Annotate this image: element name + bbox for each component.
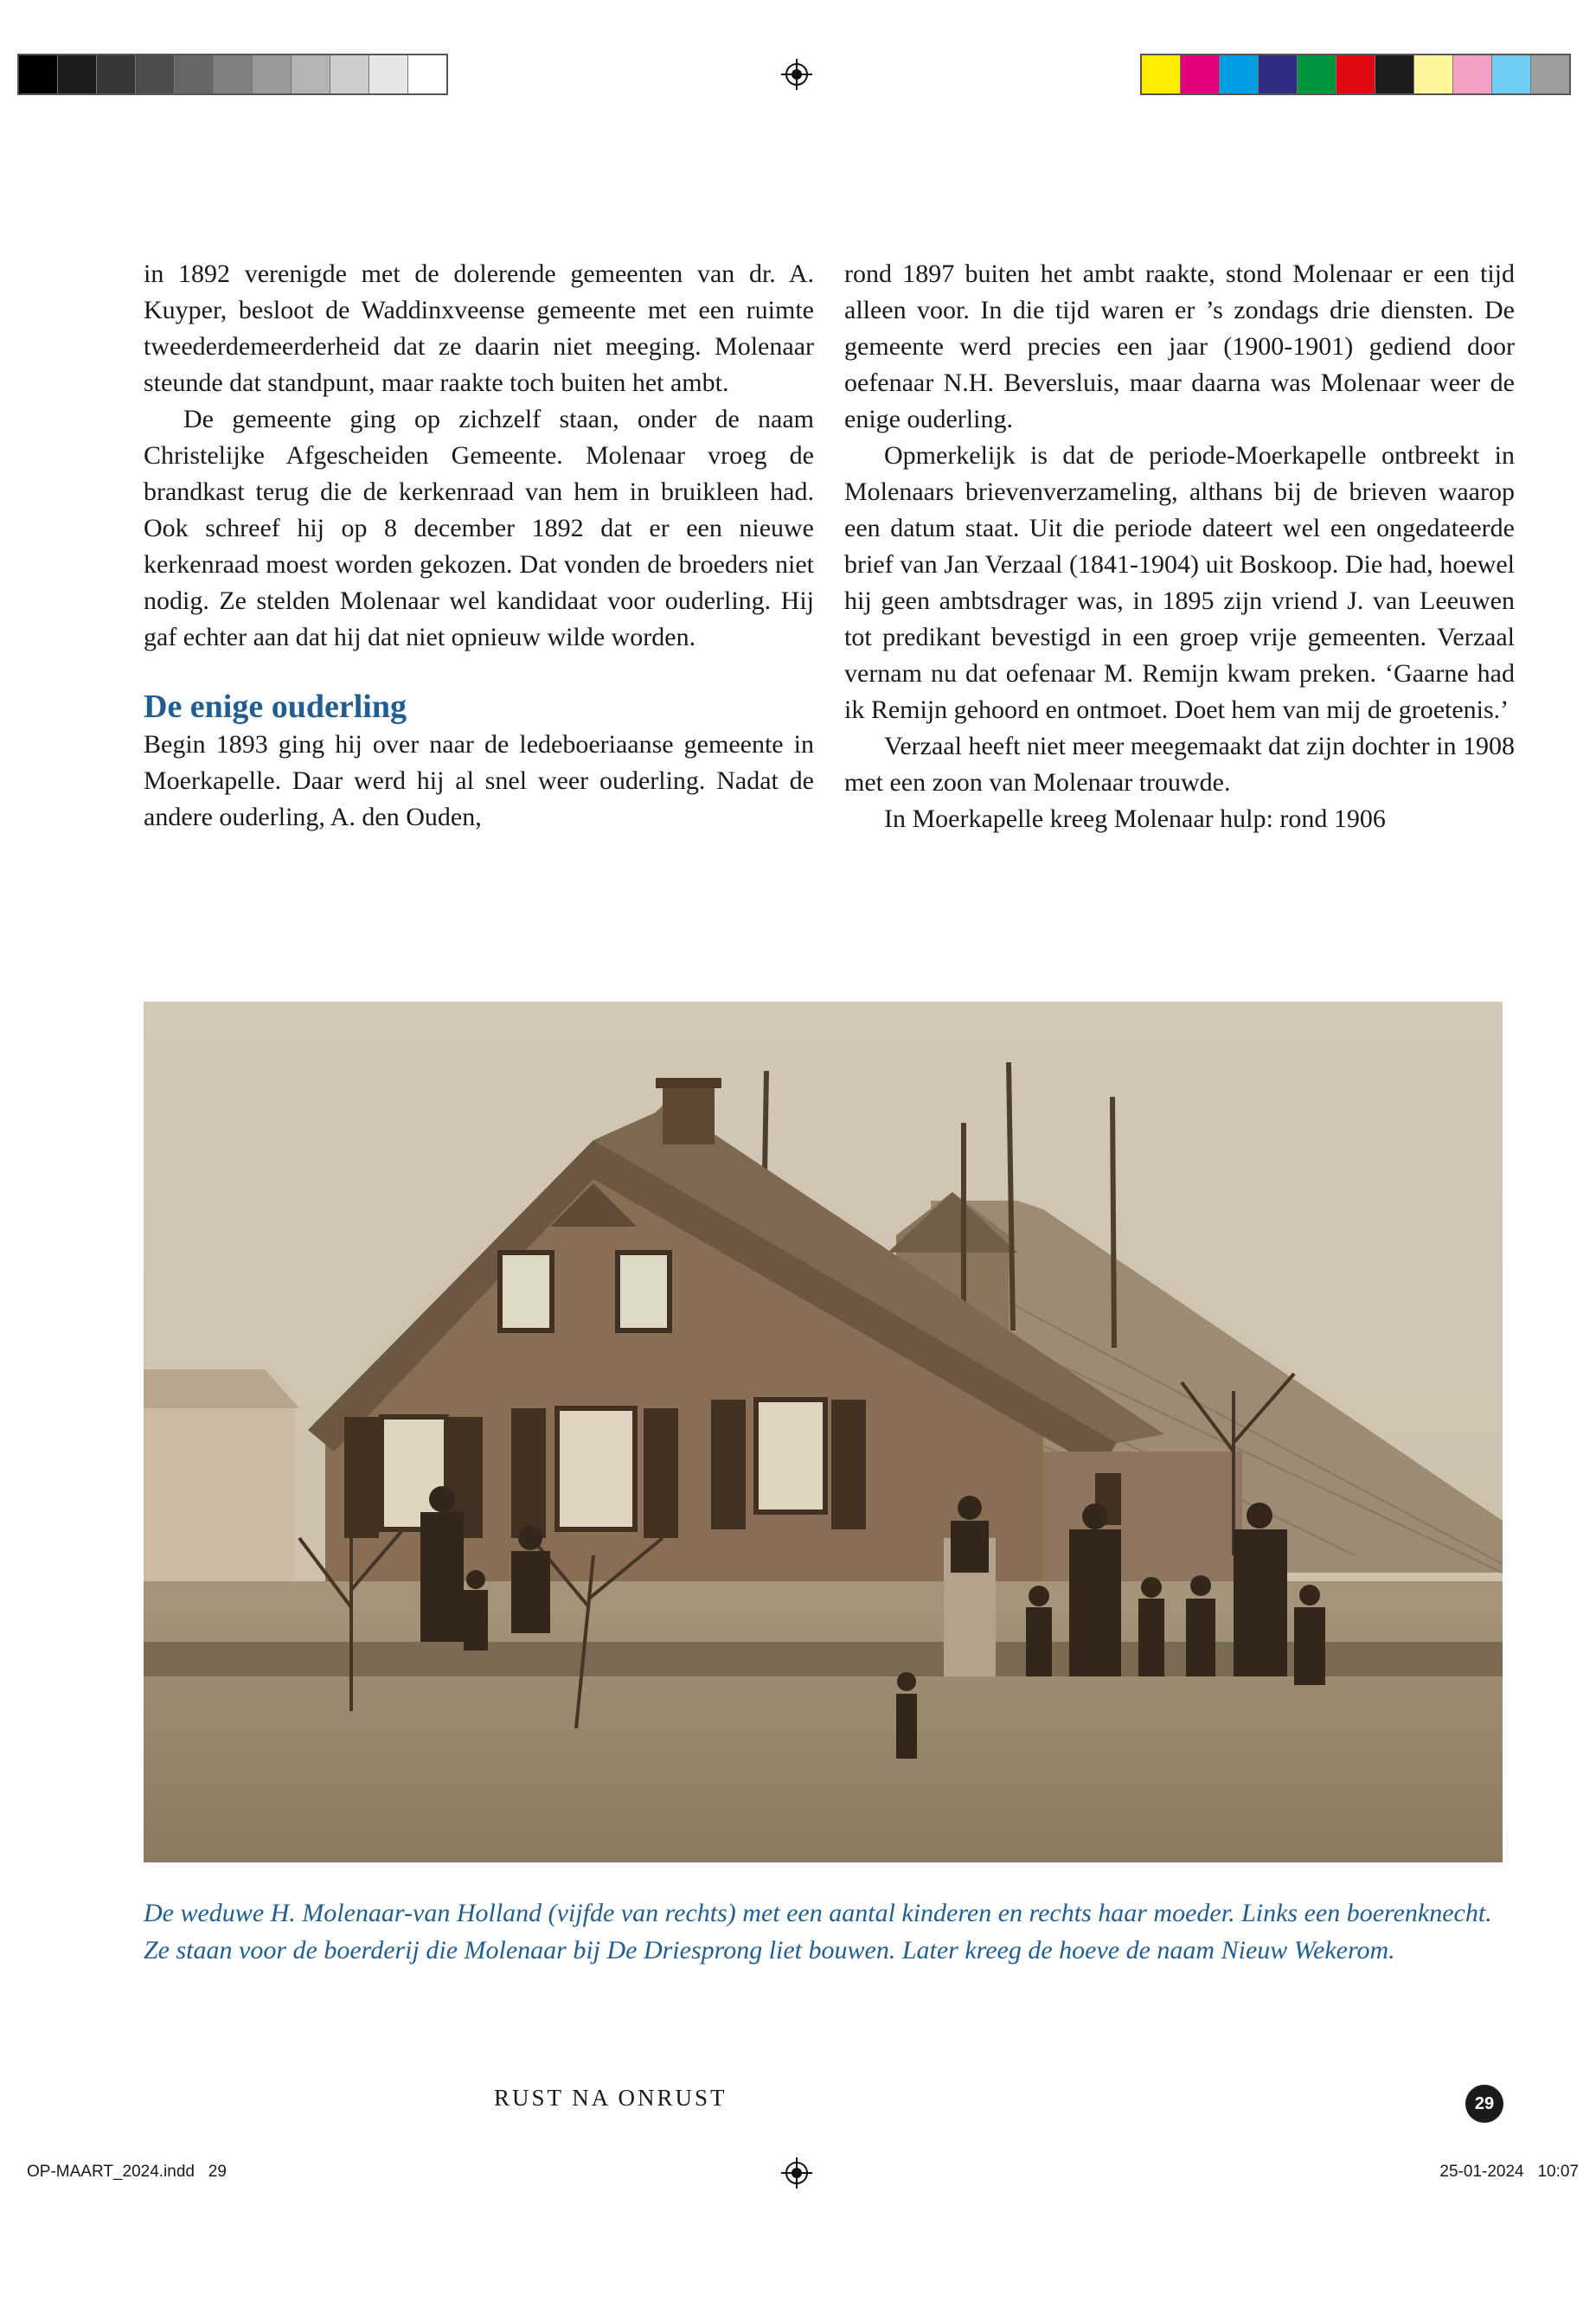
paragraph: In Moerkapelle kreeg Molenaar hulp: rond 1906 xyxy=(884,804,1386,833)
gray-swatch xyxy=(292,55,330,93)
color-swatch xyxy=(1298,55,1336,93)
registration-mark-icon xyxy=(781,2157,812,2189)
color-swatch xyxy=(1142,55,1181,93)
farmhouse-photo-illustration xyxy=(144,1002,1503,1862)
paragraph: Verzaal heeft niet meer meegemaakt dat zijn dochter in 1908 met een zoon van Molenaar trouwde. xyxy=(844,732,1515,797)
color-swatch xyxy=(1414,55,1453,93)
color-calibration-strip xyxy=(1140,54,1571,95)
paragraph: Opmerkelijk is dat de periode-Moerkapelle ontbreekt in Molenaars brievenverzameling, althans bij de brieven waarop een datum staat. Uit die periode dateert wel een ongedateerde brief van Jan Verzaal (1841-1904) uit Boskoop. Die had, hoewel hij geen ambtsdrager was, in 1895 zijn vriend J. van Leeuwen tot predikant bevestigd in een groep vrije gemeenten. Verzaal vernam nu dat oefenaar M. Remijn kwam preken. ‘Gaarne had ik Remijn gehoord en ontmoet. Doet hem van mij de groetenis.’ xyxy=(844,441,1515,724)
paragraph: Begin 1893 ging hij over naar de ledeboeriaanse gemeente in Moerkapelle. Daar werd hij al snel weer ouderling. Nadat de andere ouderling, A. den Ouden, xyxy=(144,730,814,831)
gray-swatch xyxy=(97,55,136,93)
color-swatch xyxy=(1492,55,1531,93)
color-swatch xyxy=(1336,55,1375,93)
color-swatch xyxy=(1181,55,1220,93)
gray-swatch xyxy=(369,55,408,93)
paragraph: De gemeente ging op zichzelf staan, onder de naam Christelijke Afgescheiden Gemeente. Molenaar vroeg de brandkast terug die de kerkenraad van hem in bruikleen had. Ook schreef hij op 8 december 1892 dat er een nieuwe kerkenraad moest worden gekozen. Dat vonden de broeders niet nodig. Ze stelden Molenaar wel kandidaat voor ouderling. Hij gaf echter aan dat hij dat niet opnieuw wilde worden. xyxy=(144,405,814,651)
gray-swatch xyxy=(214,55,253,93)
paragraph: in 1892 verenigde met de dolerende gemeenten van dr. A. Kuyper, besloot de Waddinxveense gemeente met een ruimte tweederdemeerderheid dat ze daarin niet meeging. Molenaar steunde dat standpunt, maar raakte toch buiten het ambt. xyxy=(144,260,814,397)
text-column-left xyxy=(144,256,814,836)
gray-swatch xyxy=(253,55,292,93)
color-swatch xyxy=(1259,55,1298,93)
section-heading: De enige ouderling xyxy=(144,689,407,725)
slug-file-info: OP-MAART_2024.indd 29 xyxy=(27,2163,227,2181)
paragraph: rond 1897 buiten het ambt raakte, stond Molenaar er een tijd alleen voor. In die tijd waren er ’s zondags drie diensten. De gemeente werd precies een jaar (1900-1901) gediend door oefenaar N.H. Beversluis, maar daarna was Molenaar weer de enige ouderling. xyxy=(844,260,1515,433)
grayscale-calibration-strip xyxy=(17,54,448,95)
slug-date-info: 25-01-2024 10:07 xyxy=(1439,2163,1579,2181)
color-swatch xyxy=(1375,55,1414,93)
gray-swatch xyxy=(19,55,58,93)
color-swatch xyxy=(1220,55,1259,93)
color-swatch xyxy=(1453,55,1492,93)
photo-caption: De weduwe H. Molenaar-van Holland (vijfde van rechts) met een aantal kinderen en rechts haar moeder. Links een boerenknecht. Ze staan voor de boerderij die Molenaar bij De Driesprong liet bouwen. Later kreeg de hoeve de naam Nieuw Wekerom. xyxy=(144,1899,1492,1965)
gray-swatch xyxy=(330,55,369,93)
gray-swatch xyxy=(175,55,214,93)
gray-swatch xyxy=(136,55,175,93)
gray-swatch xyxy=(408,55,446,93)
gray-swatch xyxy=(58,55,97,93)
farmhouse-photo xyxy=(144,1002,1503,1862)
registration-mark-icon xyxy=(781,59,812,90)
color-swatch xyxy=(1531,55,1569,93)
page-number-badge: 29 xyxy=(1465,2085,1503,2123)
text-column-right xyxy=(844,256,1515,837)
running-title: RUST NA ONRUST xyxy=(494,2085,727,2111)
